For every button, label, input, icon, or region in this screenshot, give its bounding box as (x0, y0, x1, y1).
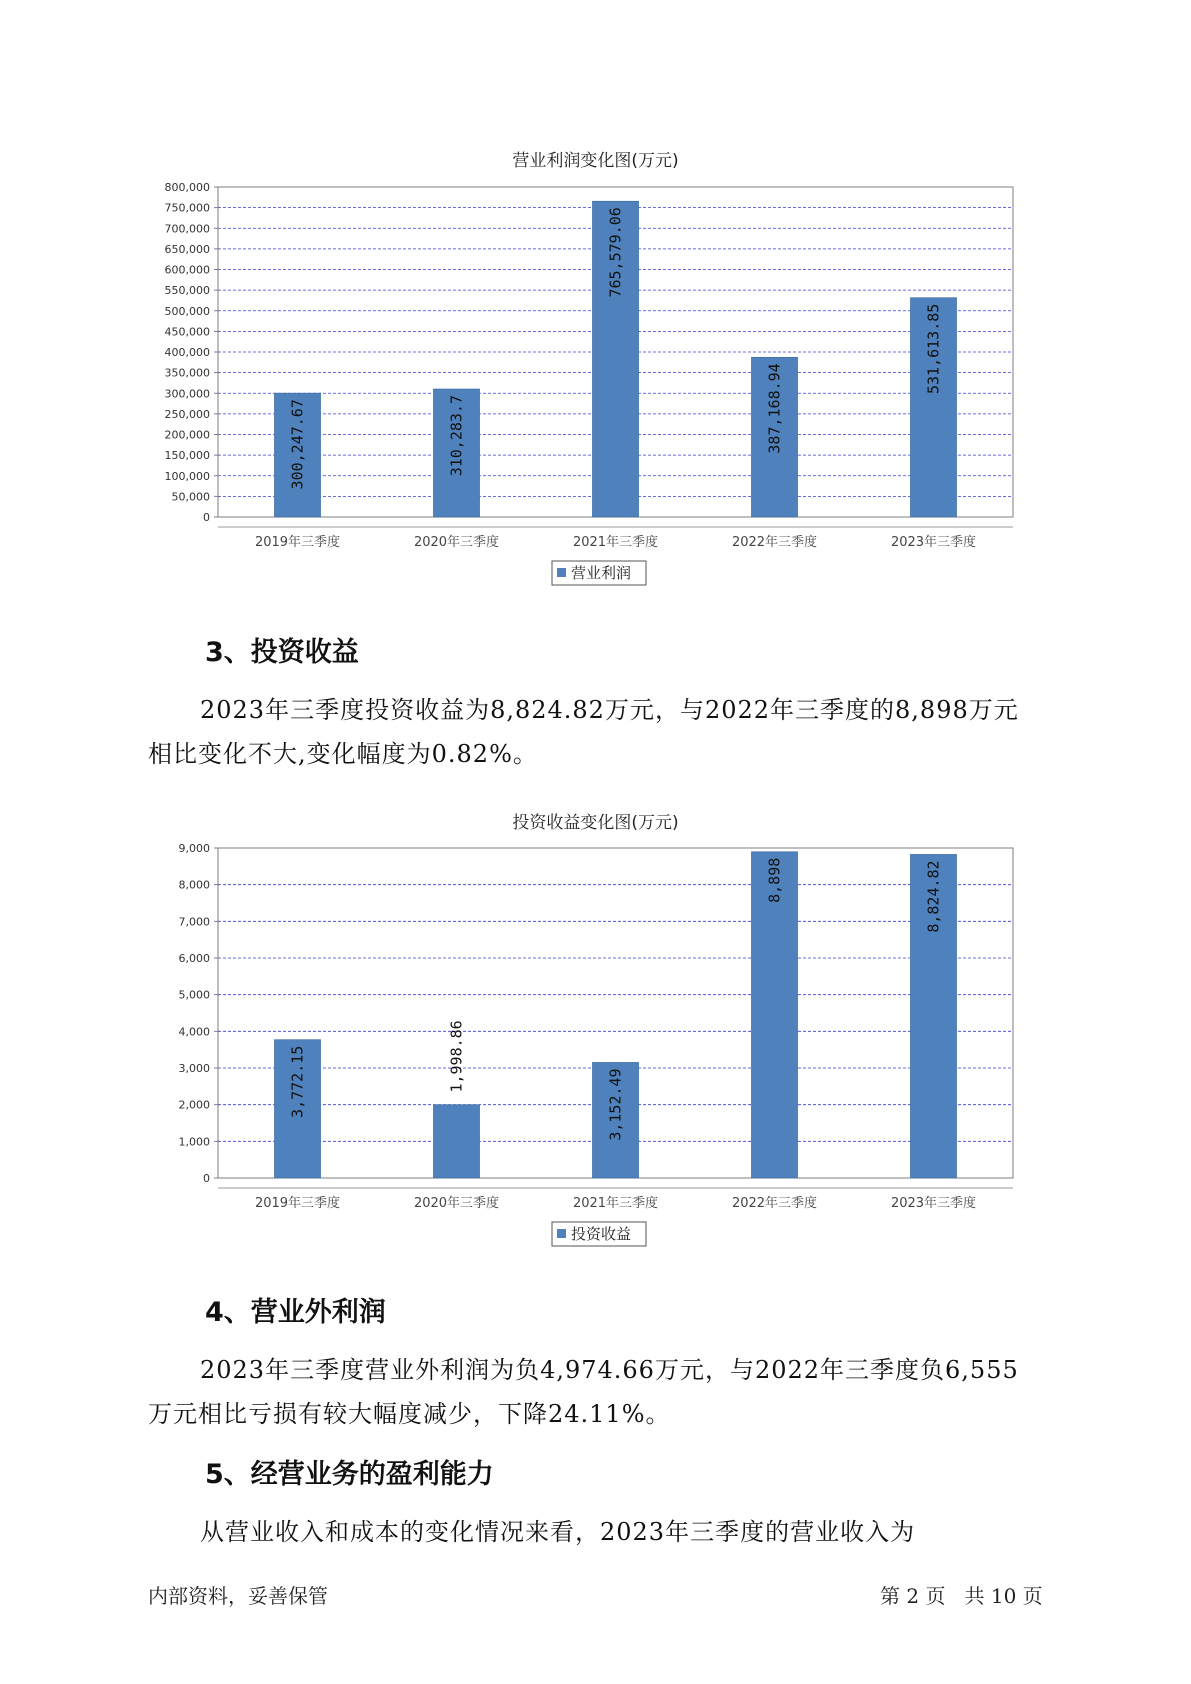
chart1-title: 营业利润变化图(万元) (512, 151, 679, 171)
section-4-heading: 4、营业外利润 (205, 1297, 386, 1328)
chart1-y-tick-label: 0 (203, 511, 210, 524)
chart2-legend-swatch (557, 1229, 566, 1238)
chart2-y-tick-label: 8,000 (178, 878, 210, 892)
chart2-data-label: 3,772.15 (288, 1045, 307, 1118)
chart2-y-tick-label: 6,000 (178, 952, 210, 965)
chart1-y-tick-label: 800,000 (164, 181, 210, 194)
chart2-y-tick-label: 1,000 (178, 1135, 210, 1149)
section-4-paragraph (148, 1348, 1068, 1436)
chart2-x-tick-label: 2021年三季度 (572, 1196, 659, 1211)
chart2-data-label: 8,898 (765, 857, 784, 903)
section-5-line-1: 从营业收入和成本的变化情况来看，2023年三季度的营业收入为 (200, 1518, 916, 1546)
chart2-data-label: 3,152.49 (606, 1068, 625, 1141)
chart1-y-tick-label: 100,000 (164, 469, 210, 483)
chart1-data-label: 765,579.06 (606, 207, 625, 298)
section-4-line-1: 2023年三季度营业外利润为负4,974.66万元，与2022年三季度负6,555 (200, 1356, 1019, 1384)
section-3-line-1: 2023年三季度投资收益为8,824.82万元，与2022年三季度的8,898万元 (200, 696, 1019, 724)
chart1-y-tick-label: 250,000 (164, 407, 210, 421)
chart1-data-label: 531,613.85 (924, 303, 943, 395)
chart2-y-tick-label: 7,000 (178, 915, 210, 929)
chart1-y-tick-label: 750,000 (164, 201, 210, 215)
chart1-y-tick-label: 300,000 (164, 387, 210, 401)
chart1-y-tick-label: 450,000 (164, 325, 210, 339)
chart1-y-tick-label: 50,000 (171, 490, 210, 504)
chart1-data-label: 310,283.7 (447, 395, 466, 477)
chart1-data-label: 387,168.94 (765, 363, 784, 454)
chart2-y-tick-label: 3,000 (178, 1062, 210, 1075)
chart1-legend-label: 营业利润 (571, 564, 632, 582)
section-5-paragraph (148, 1510, 1068, 1554)
chart2-y-tick-label: 5,000 (178, 988, 210, 1002)
chart1-y-tick-label: 600,000 (164, 263, 210, 277)
chart2-data-label: 1,998.86 (447, 1020, 466, 1093)
chart1-x-tick-label: 2023年三季度 (890, 535, 977, 550)
chart1-y-tick-label: 500,000 (164, 304, 210, 318)
footer-page-number: 第 2 页 共 10 页 (880, 1584, 1043, 1608)
section-3-heading: 3、投资收益 (205, 637, 359, 668)
chart2-title: 投资收益变化图(万元) (512, 813, 679, 833)
chart1-x-tick-label: 2019年三季度 (254, 535, 341, 550)
chart2-y-tick-label: 2,000 (178, 1098, 210, 1112)
chart2-x-tick-label: 2020年三季度 (413, 1196, 500, 1211)
chart1-y-tick-label: 700,000 (164, 222, 210, 236)
chart1-x-tick-label: 2022年三季度 (731, 535, 818, 550)
chart2-x-tick-label: 2023年三季度 (890, 1196, 977, 1211)
chart1-y-tick-label: 150,000 (164, 449, 210, 463)
chart2-y-tick-label: 9,000 (178, 842, 210, 855)
chart2-data-label: 8,824.82 (924, 860, 943, 933)
chart1-x-tick-label: 2021年三季度 (572, 535, 659, 550)
chart2-x-tick-label: 2019年三季度 (254, 1196, 341, 1211)
chart1-y-tick-label: 650,000 (164, 242, 210, 256)
section-5-heading: 5、经营业务的盈利能力 (205, 1459, 494, 1490)
chart1-y-tick-label: 350,000 (164, 366, 210, 380)
chart2-x-tick-label: 2022年三季度 (731, 1196, 818, 1211)
chart1-x-tick-label: 2020年三季度 (413, 535, 500, 550)
chart2-bar (433, 1105, 479, 1178)
chart2-legend-label: 投资收益 (571, 1225, 632, 1243)
chart2-legend (552, 1222, 646, 1246)
chart2-y-tick-label: 0 (203, 1172, 210, 1185)
chart1-y-tick-label: 550,000 (164, 284, 210, 298)
footer-confidential-note: 内部资料，妥善保管 (148, 1584, 328, 1608)
chart1-y-tick-label: 200,000 (164, 428, 210, 442)
chart1-y-tick-label: 400,000 (164, 346, 210, 359)
section-4-line-2: 万元相比亏损有较大幅度减少，下降24.11%。 (148, 1400, 671, 1428)
chart1-data-label: 300,247.67 (288, 399, 307, 490)
section-3-line-2: 相比变化不大,变化幅度为0.82%。 (148, 740, 538, 768)
chart2-y-tick-label: 4,000 (178, 1025, 210, 1039)
